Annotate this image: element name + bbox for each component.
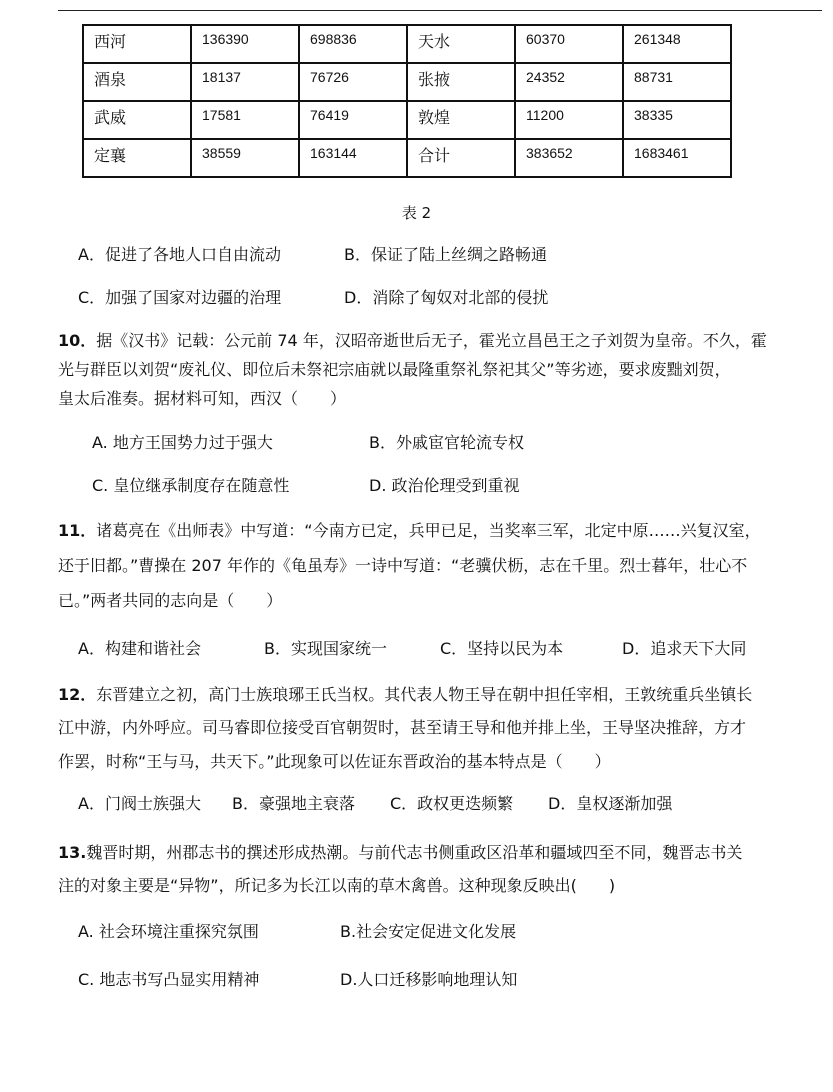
- q12-option-c: C．政权更迭频繁: [390, 794, 514, 813]
- q12-option-d: D．皇权逐渐加强: [548, 794, 673, 813]
- q12-stem-line-2: 江中游，内外呼应。司马睿即位接受百官朝贺时，甚至请王导和他并排上坐，王导坚决推辞，方才: [58, 718, 747, 737]
- q13-stem-line-1: [58, 843, 742, 863]
- table-cell: 136390: [191, 25, 299, 63]
- table-cell: 60370: [515, 25, 623, 63]
- q11-stem-line-3: 已。”两者共同的志向是（ ）: [58, 591, 283, 610]
- table-cell: 定襄: [83, 139, 191, 177]
- table-cell: 武威: [83, 101, 191, 139]
- q12-option-a: A．门阀士族强大: [78, 794, 201, 813]
- table-cell: 张掖: [407, 63, 515, 101]
- table-cell: 38335: [623, 101, 731, 139]
- q9-option-d: D．消除了匈奴对北部的侵扰: [344, 288, 549, 307]
- table-row: [83, 63, 731, 101]
- table-cell: 38559: [191, 139, 299, 177]
- table-cell: 西河: [83, 25, 191, 63]
- q11-option-c: C．坚持以民为本: [440, 639, 564, 658]
- q13-number: 13.: [58, 843, 87, 862]
- table-cell: 163144: [299, 139, 407, 177]
- table-cell: 18137: [191, 63, 299, 101]
- q10-option-c: C. 皇位继承制度存在随意性: [92, 476, 290, 495]
- q11-stem-line-2: 还于旧都。”曹操在 207 年作的《龟虽寿》一诗中写道：“老骥伏枥，志在千里。烈士暮年，壮心不: [58, 556, 748, 575]
- q10-option-d: D. 政治伦理受到重视: [369, 476, 520, 495]
- table-cell: 酒泉: [83, 63, 191, 101]
- q10-stem-line-1: [58, 331, 767, 351]
- q12-option-b: B．豪强地主衰落: [232, 794, 355, 813]
- table-cell: 698836: [299, 25, 407, 63]
- q9-option-a: A．促进了各地人口自由流动: [78, 245, 281, 264]
- q10-text: 据《汉书》记载：公元前 74 年，汉昭帝逝世后无子，霍光立昌邑王之子刘贺为皇帝。不久，霍: [96, 331, 767, 350]
- q13-text: 魏晋时期，州郡志书的撰述形成热潮。与前代志书侧重政区沿革和疆域四至不同，魏晋志书关: [86, 843, 743, 862]
- q10-option-b: B．外戚宦官轮流专权: [369, 433, 524, 452]
- q11-option-b: B．实现国家统一: [264, 639, 387, 658]
- q9-option-c: C．加强了国家对边疆的治理: [78, 288, 282, 307]
- q13-option-b: B.社会安定促进文化发展: [340, 922, 517, 941]
- table-row: [83, 25, 731, 63]
- q10-stem-line-2: 光与群臣以刘贺“废礼仪、即位后未祭祀宗庙就以最隆重祭礼祭祀其父”等劣迹，要求废黜刘贺，: [58, 360, 731, 379]
- table-cell: 天水: [407, 25, 515, 63]
- q13-stem-line-2: 注的对象主要是“异物”，所记多为长江以南的草木禽兽。这种现象反映出( ): [58, 876, 616, 895]
- table-cell: 76419: [299, 101, 407, 139]
- table-cell: 17581: [191, 101, 299, 139]
- q11-text: 诸葛亮在《出师表》中写道：“今南方已定，兵甲已足，当奖率三军，北定中原……兴复汉室，: [96, 521, 761, 540]
- q12-text: 东晋建立之初，高门士族琅琊王氏当权。其代表人物王导在朝中担任宰相，王敦统重兵坐镇长: [96, 685, 753, 704]
- q12-stem-line-3: 作罢，时称“王与马，共天下。”此现象可以佐证东晋政治的基本特点是（ ）: [58, 752, 611, 771]
- q10-number: 10．: [58, 331, 97, 350]
- table-caption: 表 2: [401, 204, 432, 222]
- table-cell: 11200: [515, 101, 623, 139]
- q11-option-a: A．构建和谐社会: [78, 639, 201, 658]
- table-cell: 敦煌: [407, 101, 515, 139]
- table-cell: 383652: [515, 139, 623, 177]
- top-rule: [58, 10, 822, 11]
- q13-option-c: C. 地志书写凸显实用精神: [78, 970, 260, 989]
- q11-option-d: D．追求天下大同: [622, 639, 747, 658]
- q13-option-d: D.人口迁移影响地理认知: [340, 970, 518, 989]
- table-cell: 24352: [515, 63, 623, 101]
- q12-number: 12．: [58, 685, 97, 704]
- table-cell: 合计: [407, 139, 515, 177]
- table-cell: 76726: [299, 63, 407, 101]
- q12-stem-line-1: [58, 685, 752, 705]
- q9-option-b: B．保证了陆上丝绸之路畅通: [344, 245, 547, 264]
- q10-option-a: A. 地方王国势力过于强大: [92, 433, 273, 452]
- population-table: [82, 24, 732, 178]
- table-row: [83, 101, 731, 139]
- q10-stem-line-3: 皇太后准奏。据材料可知，西汉（ ）: [58, 389, 347, 408]
- table-cell: 261348: [623, 25, 731, 63]
- table-cell: 88731: [623, 63, 731, 101]
- q11-number: 11．: [58, 521, 97, 540]
- q11-stem-line-1: [58, 521, 761, 541]
- table-cell: 1683461: [623, 139, 731, 177]
- q13-option-a: A. 社会环境注重探究氛围: [78, 922, 259, 941]
- table-row: [83, 139, 731, 177]
